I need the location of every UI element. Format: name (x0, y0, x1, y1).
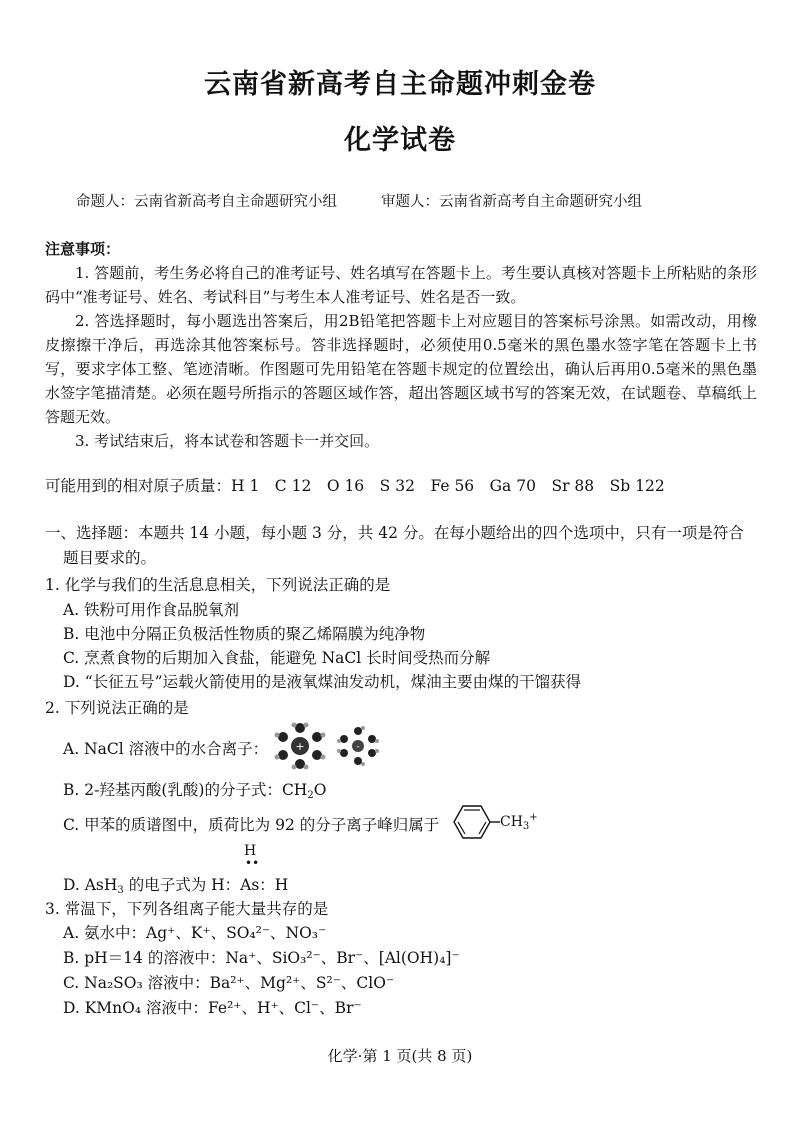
q2-option-b-text: B. 2-羟基丙酸(乳酸)的分子式：CH (63, 781, 308, 799)
svg-text:-: - (356, 742, 360, 752)
hydrated-ions-figure (270, 721, 390, 771)
q2-option-a: A. NaCl 溶液中的水合离子： (63, 740, 269, 758)
q2-option-b-end: O (313, 781, 327, 799)
q2-option-b-sub: 2 (307, 790, 314, 801)
notice-item-1 (45, 261, 757, 309)
q2-option-b (63, 778, 326, 801)
q1-option-a: A. 铁粉可用作食品脱氧剂 (63, 601, 240, 619)
methyl-cation-label (500, 812, 538, 832)
notice-item-1-text: 1. 答题前，考生务必将自己的准考证号、姓名填写在答题卡上。考生要认真核对答题卡上所粘贴的条形码中“准考证号、姓名、考试科目”与考生本人准考证号、姓名是否一致。 (45, 264, 757, 306)
section-1-line-2: 题目要求的。 (63, 549, 157, 567)
q3-option-a: A. 氨水中：Ag⁺、K⁺、SO₄²⁻、NO₃⁻ (63, 924, 327, 942)
q2-option-d-text: 的电子式为 H：As：H (123, 876, 289, 894)
q3-option-b: B. pH＝14 的溶液中：Na⁺、SiO₃²⁻、Br⁻、[Al(OH)₄]⁻ (63, 949, 460, 967)
q2-option-d (63, 873, 288, 896)
q3-option-d: D. KMnO₄ 溶液中：Fe²⁺、H⁺、Cl⁻、Br⁻ (63, 999, 362, 1017)
exam-subject: 化学试卷 (344, 125, 456, 156)
hydrated-na-ion-icon (275, 723, 326, 770)
page-footer: 化学·第 1 页(共 8 页) (327, 1047, 473, 1065)
q1-option-c: C. 烹煮食物的后期加入食盐，能避免 NaCl 长时间受热而分解 (63, 649, 491, 667)
q1-stem: 1. 化学与我们的生活息息相关，下列说法正确的是 (45, 576, 391, 594)
notice-heading: 注意事项： (45, 240, 121, 258)
ash3-top-h: H (244, 843, 257, 859)
atomic-mass-line: 可能用到的相对原子质量：H 1 C 12 O 16 S 32 Fe 56 Ga 70 Sr 88 Sb 122 (45, 477, 665, 495)
section-1-line-1: 一、选择题：本题共 14 小题，每小题 3 分，共 42 分。在每小题给出的四个选项中，只有一项是符合 (45, 524, 744, 542)
q1-option-b: B. 电池中分隔正负极活性物质的聚乙烯隔膜为纯净物 (63, 625, 426, 643)
q2-stem: 2. 下列说法正确的是 (45, 699, 189, 717)
q3-stem: 3. 常温下，下列各组离子能大量共存的是 (45, 900, 329, 918)
reviewer: 审题人：云南省新高考自主命题研究小组 (381, 194, 642, 210)
author: 命题人：云南省新高考自主命题研究小组 (76, 194, 337, 210)
methyl-sub: 3 (522, 821, 530, 832)
q2-option-d-pre: D. AsH (63, 876, 118, 894)
methyl-label: CH (500, 814, 523, 830)
q2-option-d-sub: 3 (117, 885, 124, 896)
q3-option-c: C. Na₂SO₃ 溶液中：Ba²⁺、Mg²⁺、S²⁻、ClO⁻ (63, 974, 395, 992)
ash3-electron-dots: •• (245, 856, 260, 870)
svg-text:+: + (295, 740, 305, 753)
notice-item-3-text: 3. 考试结束后，将本试卷和答题卡一并交回。 (75, 432, 380, 450)
author-line (76, 190, 642, 211)
hydrated-cl-ion-icon (337, 726, 379, 766)
notice-item-3 (45, 429, 757, 453)
q1-option-d: D. “长征五号”运载火箭使用的是液氧煤油发动机，煤油主要由煤的干馏获得 (63, 673, 582, 691)
q2-option-c: C. 甲苯的质谱图中，质荷比为 92 的分子离子峰归属于 (63, 816, 440, 834)
toluene-ring-icon (442, 800, 502, 844)
exam-title: 云南省新高考自主命题冲刺金卷 (204, 69, 596, 100)
methyl-charge: + (529, 812, 538, 823)
notice-item-2 (45, 309, 757, 429)
notice-item-2-text: 2. 答选择题时，每小题选出答案后，用2B铅笔把答题卡上对应题目的答案标号涂黑。如需改动，用橡皮擦擦干净后，再选涂其他答案标号。答非选择题时，必须使用0.5毫米的黑色墨水签字笔在答题卡上书写，要求字体工整、笔迹清晰。作图题可先用铅笔在答题卡规定的位置绘出，确认后再用0.5毫米的黑色墨水签字笔描清楚。必须在题号所指示的答题区域作答，超出答题区域书写的答案无效，在试题卷、草稿纸上答题无效。 (45, 312, 757, 426)
